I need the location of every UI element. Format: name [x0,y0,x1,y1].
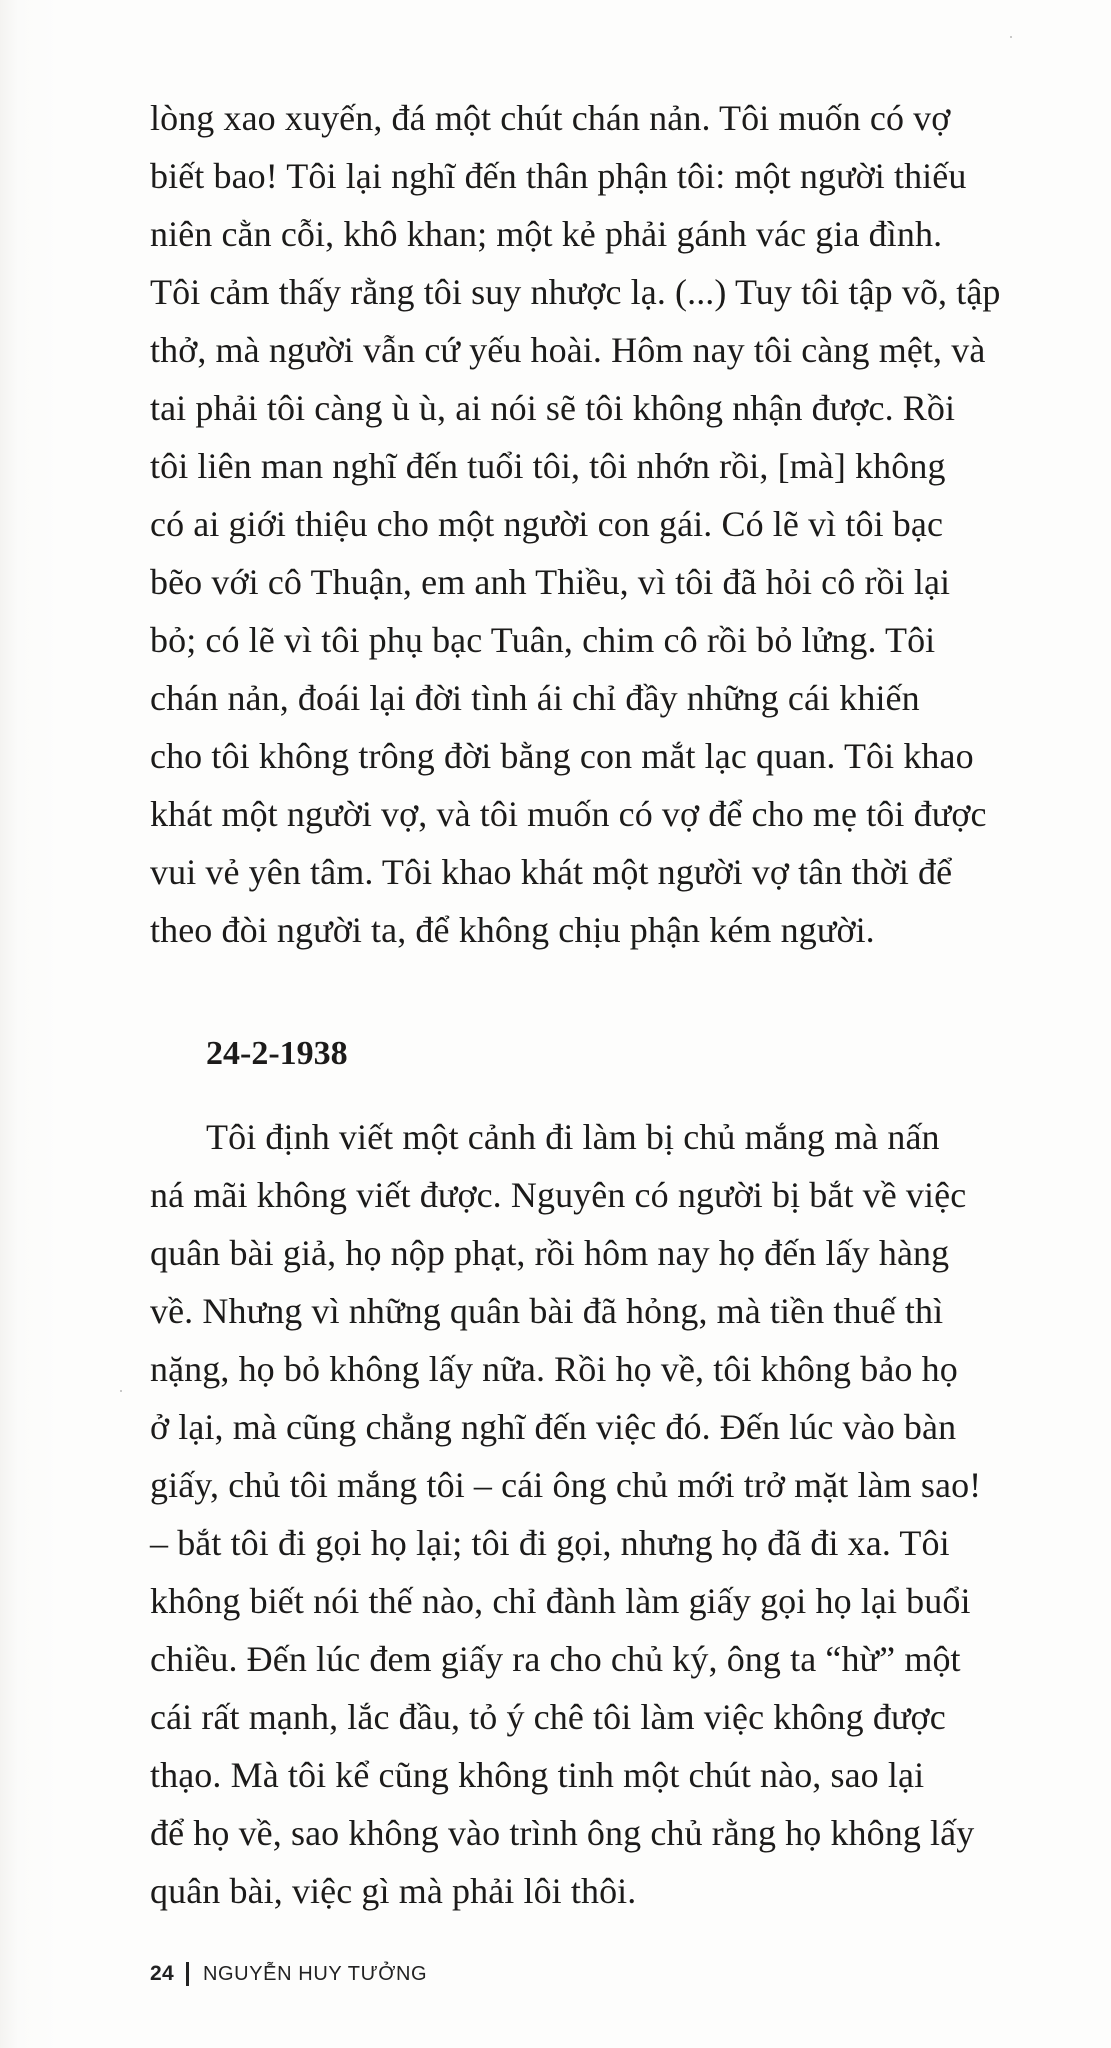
text-line: tai phải tôi càng ù ù, ai nói sẽ tôi không nhận được. Rồi [150,388,956,428]
paper-speck [1010,36,1012,38]
text-line: khát một người vợ, và tôi muốn có vợ để cho mẹ tôi được [150,794,987,834]
running-author: NGUYỄN HUY TƯỞNG [202,1962,428,1985]
text-line: theo đòi người ta, để không chịu phận kém người. [150,910,875,950]
text-line: vui vẻ yên tâm. Tôi khao khát một người vợ tân thời để [150,852,953,892]
text-line: chiều. Đến lúc đem giấy ra cho chủ ký, ông ta “hừ” một [150,1639,961,1679]
text-line: ở lại, mà cũng chẳng nghĩ đến việc đó. Đến lúc vào bàn [150,1407,957,1447]
text-line: bẽo với cô Thuận, em anh Thiều, vì tôi đã hỏi cô rồi lại [150,562,951,602]
text-line: thở, mà người vẫn cứ yếu hoài. Hôm nay tôi càng mệt, và [150,330,986,370]
page-footer [150,1958,427,1990]
text-line: giấy, chủ tôi mắng tôi – cái ông chủ mới trở mặt làm sao! [150,1465,982,1505]
text-line: ná mãi không viết được. Nguyên có người bị bắt về việc [150,1175,967,1215]
text-line: chán nản, đoái lại đời tình ái chỉ đầy những cái khiến [150,678,920,718]
text-line: quân bài giả, họ nộp phạt, rồi hôm nay họ đến lấy hàng [150,1233,950,1273]
text-line: có ai giới thiệu cho một người con gái. Có lẽ vì tôi bạc [150,504,944,544]
text-line: Tôi định viết một cảnh đi làm bị chủ mắng mà nấn [206,1117,940,1157]
text-line: về. Nhưng vì những quân bài đã hỏng, mà tiền thuế thì [150,1291,944,1331]
text-line: lòng xao xuyến, đá một chút chán nản. Tôi muốn có vợ [150,98,951,138]
text-line: để họ về, sao không vào trình ông chủ rằng họ không lấy [150,1813,975,1853]
text-line: bỏ; có lẽ vì tôi phụ bạc Tuân, chim cô rồi bỏ lửng. Tôi [150,620,936,660]
text-line: Tôi cảm thấy rằng tôi suy nhược lạ. (...) Tuy tôi tập võ, tập [150,272,1001,312]
text-line: thạo. Mà tôi kể cũng không tinh một chút nào, sao lại [150,1755,925,1795]
paper-speck [120,1390,122,1392]
text-line: biết bao! Tôi lại nghĩ đến thân phận tôi: một người thiếu [150,156,967,196]
text-line: quân bài, việc gì mà phải lôi thôi. [150,1871,637,1911]
text-line: cho tôi không trông đời bằng con mắt lạc quan. Tôi khao [150,736,974,776]
footer-divider [186,1962,189,1986]
text-line: nặng, họ bỏ không lấy nữa. Rồi họ về, tôi không bảo họ [150,1349,958,1389]
page-number: 24 [150,1962,174,1985]
text-line: – bắt tôi đi gọi họ lại; tôi đi gọi, nhưng họ đã đi xa. Tôi [150,1523,950,1563]
entry-date-heading: 24-2-1938 [206,1035,348,1072]
text-line: niên cằn cỗi, khô khan; một kẻ phải gánh vác gia đình. [150,214,943,254]
text-line: tôi liên man nghĩ đến tuổi tôi, tôi nhớn rồi, [mà] không [150,446,946,486]
text-line: cái rất mạnh, lắc đầu, tỏ ý chê tôi làm việc không được [150,1697,946,1737]
text-line: không biết nói thế nào, chỉ đành làm giấy gọi họ lại buổi [150,1581,971,1621]
